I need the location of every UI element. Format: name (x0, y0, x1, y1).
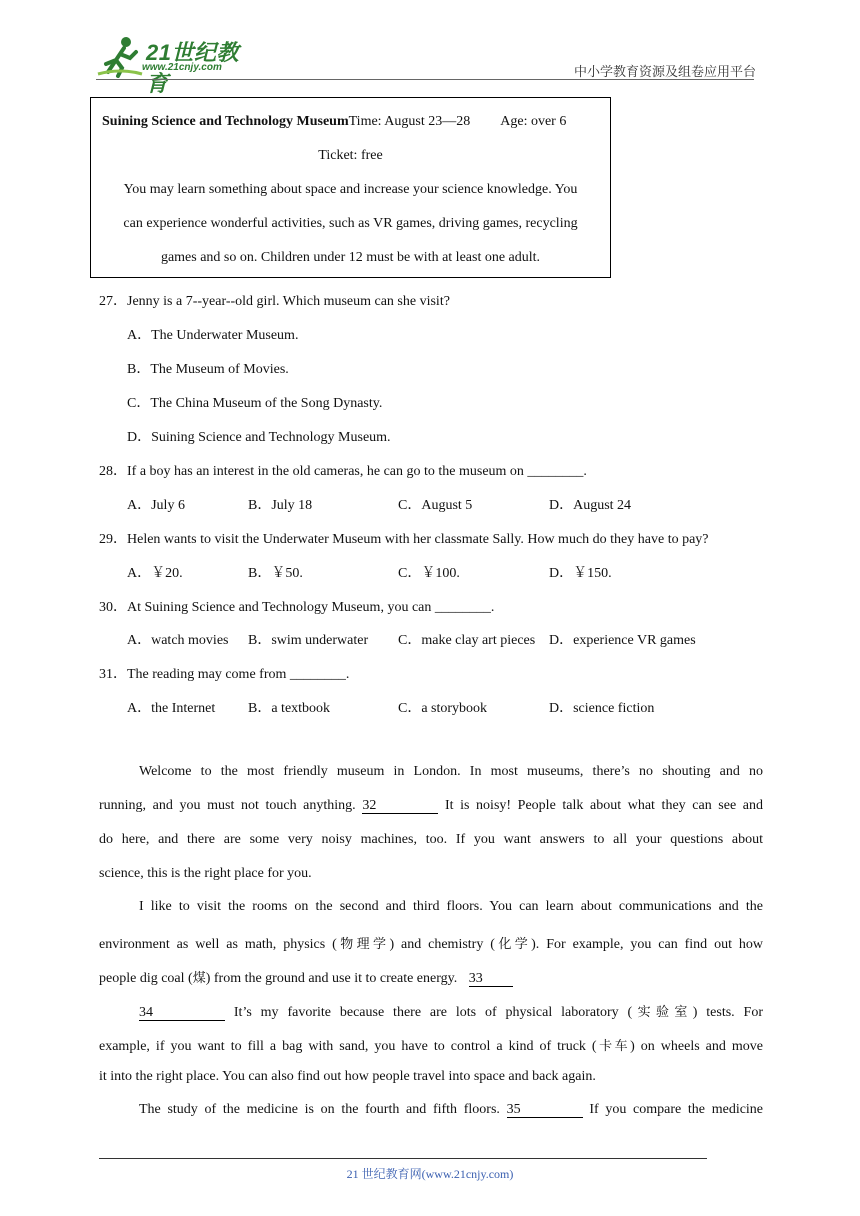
passage-p3-line-2 (99, 1035, 763, 1055)
chinese-gloss: 卡车 (596, 1039, 631, 1054)
option-31-b: B．a textbook (248, 701, 331, 716)
blank-35: 35 (507, 1102, 583, 1118)
museum-age: Age: over 6 (500, 114, 567, 129)
passage-p3-line-1 (139, 1001, 763, 1021)
chinese-gloss: 煤 (192, 971, 206, 986)
question-27: 27．Jenny is a 7--year--old girl. Which museum can she visit? (99, 294, 450, 309)
museum-desc-line-3: games and so on. Children under 12 must be with at least one adult. (160, 250, 541, 265)
option-29-b: B．￥50. (248, 566, 303, 581)
option-28-c: C．August 5 (398, 498, 473, 513)
passage-text: The study of the medicine is on the fourth and fifth floors. (139, 1102, 500, 1117)
logo-text: 21世纪教育 (146, 40, 239, 96)
chinese-gloss: 实验室 (632, 1005, 693, 1020)
passage-text: example, if you want to fill a bag with sand, you have to control a kind of truck ( (99, 1039, 597, 1054)
footer-divider (99, 1158, 707, 1159)
chinese-gloss: 化学 (494, 937, 532, 952)
option-31-d: D．science fiction (549, 701, 655, 716)
question-28: 28．If a boy has an interest in the old cameras, he can go to the museum on ________. (99, 464, 587, 479)
option-29-d: D．￥150. (549, 566, 612, 581)
option-30-b: B．swim underwater (248, 633, 369, 648)
passage-p2-line-3 (99, 967, 763, 987)
passage-text: ) on wheels and move (630, 1039, 763, 1054)
passage-p2-line-2 (99, 933, 763, 953)
blank-32: 32 (362, 798, 438, 814)
option-28-b: B．July 18 (248, 498, 313, 513)
box-line-1 (91, 114, 610, 130)
platform-title: 中小学教育资源及组卷应用平台 (573, 65, 756, 80)
museum-time: Time: August 23—28 (348, 114, 471, 129)
question-29: 29．Helen wants to visit the Underwater Museum with her classmate Sally. How much do they have to pay? (99, 532, 709, 547)
site-logo (96, 34, 256, 96)
runner-icon (96, 34, 144, 78)
passage-text: It’s my favorite because there are lots of physical laboratory ( (233, 1005, 633, 1020)
option-30-d: D．experience VR games (549, 633, 696, 648)
option-29-a: A．￥20. (127, 566, 183, 581)
option-28-d: D．August 24 (549, 498, 632, 513)
museum-name: Suining Science and Technology Museum (102, 114, 349, 129)
logo-url: www.21cnjy.com (142, 62, 222, 73)
passage-p1-line-2 (99, 798, 763, 814)
option-28-a: A．July 6 (127, 498, 185, 513)
option-31-c: C．a storybook (398, 701, 488, 716)
option-27-a: A．The Underwater Museum. (127, 328, 299, 343)
passage-p1-line-3: do here, and there are some very noisy machines, too. If you want answers to all your questions about (99, 832, 763, 847)
passage-text: ) tests. For (692, 1005, 764, 1020)
passage-p2-line-1: I like to visit the rooms on the second and third floors. You can learn about communications and the (139, 899, 763, 914)
passage-p4-line-1 (139, 1102, 763, 1118)
option-30-a: A．watch movies (127, 633, 229, 648)
chinese-gloss: 物理学 (336, 937, 390, 952)
option-27-b: B．The Museum of Movies. (127, 362, 289, 377)
passage-p3-line-3: it into the right place. You can also find out how people travel into space and back again. (99, 1069, 596, 1084)
blank-34: 34 (139, 1005, 225, 1021)
museum-desc-line-2: can experience wonderful activities, such as VR games, driving games, recycling (123, 216, 578, 231)
museum-info-box (90, 97, 611, 278)
option-31-a: A．the Internet (127, 701, 216, 716)
option-30-c: C．make clay art pieces (398, 633, 536, 648)
header-divider (96, 79, 754, 80)
museum-ticket: Ticket: free (318, 148, 383, 163)
museum-desc-line-1: You may learn something about space and increase your science knowledge. You (123, 182, 578, 197)
passage-p1-line-4: science, this is the right place for you. (99, 866, 312, 881)
passage-text: ). For example, you can find out how (531, 937, 763, 952)
option-27-d: D．Suining Science and Technology Museum. (127, 430, 391, 445)
passage-text: people dig coal ( (99, 971, 193, 986)
question-30: 30．At Suining Science and Technology Museum, you can ________. (99, 600, 495, 615)
passage-text: environment as well as math, physics ( (99, 937, 337, 952)
passage-text: It is noisy! People talk about what they can see and (444, 798, 764, 813)
option-29-c: C．￥100. (398, 566, 460, 581)
passage-text: running, and you must not touch anything. (99, 798, 356, 813)
passage-text: ) and chemistry ( (389, 937, 495, 952)
passage-text: ) from the ground and use it to create energy. (205, 971, 458, 986)
blank-33: 33 (469, 971, 513, 987)
option-27-c: C．The China Museum of the Song Dynasty. (127, 396, 383, 411)
passage-text: If you compare the medicine (589, 1102, 764, 1117)
footer-text: 21 世纪教育网(www.21cnjy.com) (346, 1167, 514, 1181)
passage-p1-line-1: Welcome to the most friendly museum in London. In most museums, there’s no shouting and no (139, 764, 763, 779)
question-31: 31．The reading may come from ________. (99, 667, 350, 682)
